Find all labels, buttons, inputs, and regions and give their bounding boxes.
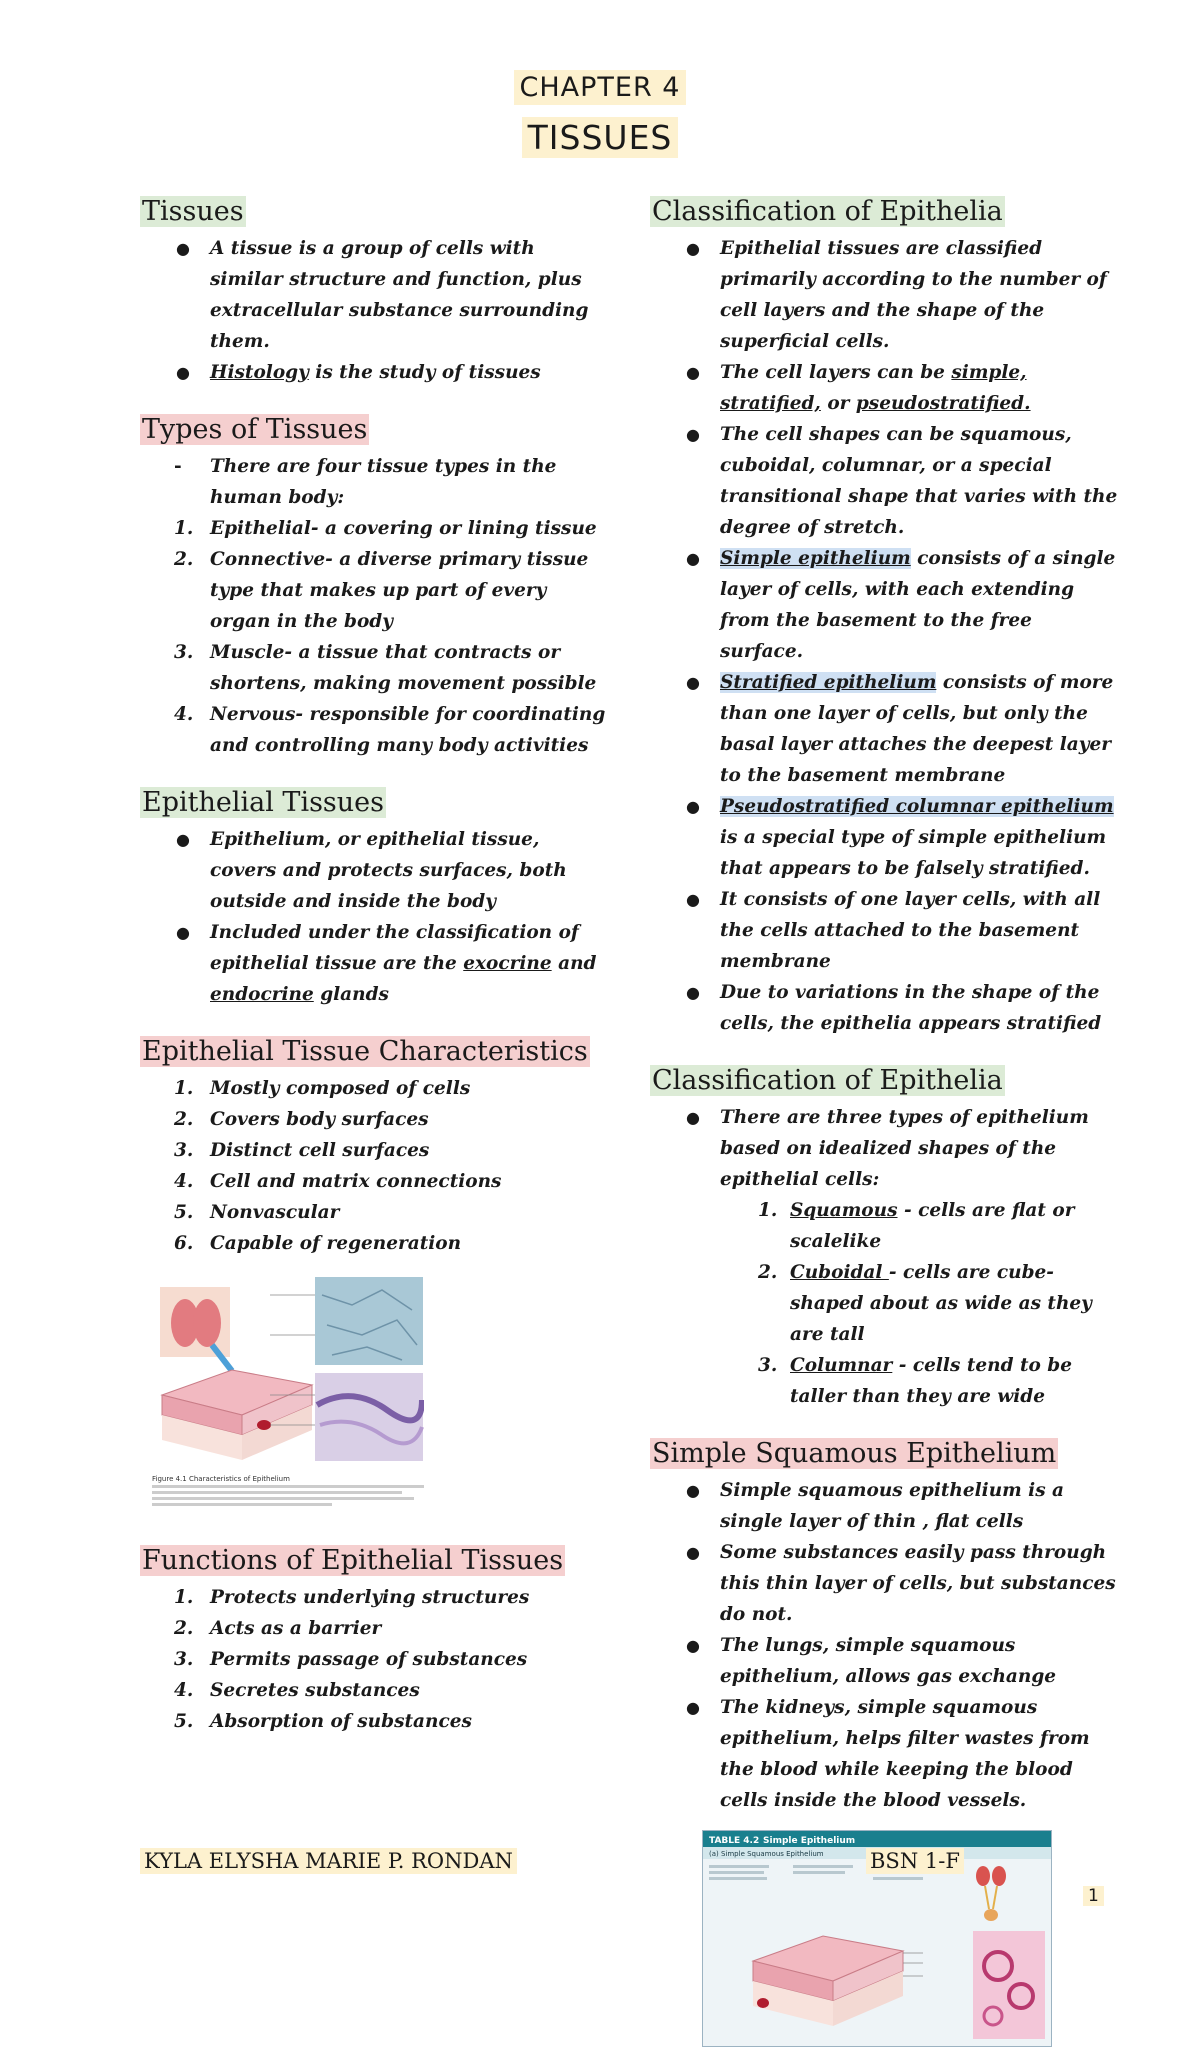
list-item: ● Epithelium, or epithelial tissue, covers and protects surfaces, both outside and inside the body <box>176 829 567 912</box>
list-item: ● Some substances easily pass through this thin layer of cells, but substances do not. <box>686 1542 1116 1625</box>
list-item: ● Stratified epithelium consists of more than one layer of cells, but only the basal layer attaches the deepest layer to the basement membrane <box>686 672 1114 786</box>
list-item: ● The cell shapes can be squamous, cuboidal, columnar, or a special transitional shape that varies with the degree of stretch. <box>686 424 1118 538</box>
section-tissues <box>140 196 610 388</box>
section-characteristics <box>140 1036 610 1259</box>
list-item: 4. Cell and matrix connections <box>174 1171 502 1192</box>
list-item: ● Simple squamous epithelium is a single layer of thin , flat cells <box>686 1480 1065 1532</box>
list-item: 4. Secretes substances <box>174 1680 420 1701</box>
list-item: 4. Nervous- responsible for coordinating and controlling many body activities <box>174 704 606 756</box>
list-item: 5. Nonvascular <box>174 1202 340 1223</box>
list-item: 3. Permits passage of substances <box>174 1649 528 1670</box>
list-item: ● A tissue is a group of cells with similar structure and function, plus extracellular substance surrounding them. <box>176 238 589 352</box>
list-item: 1. Mostly composed of cells <box>174 1078 471 1099</box>
heading-classification-2: Classification of Epithelia <box>652 1065 1003 1096</box>
chapter-title: TISSUES <box>522 117 679 158</box>
footer-author: KYLA ELYSHA MARIE P. RONDAN <box>140 1848 517 1874</box>
list-item: 3. Distinct cell surfaces <box>174 1140 430 1161</box>
epithelium-diagram <box>152 1275 424 1515</box>
table-row-label: (a) Simple Squamous Epithelium <box>709 1850 824 1858</box>
list-item: ● There are three types of epithelium based on idealized shapes of the epithelial cells: <box>686 1107 1089 1190</box>
heading-functions: Functions of Epithelial Tissues <box>142 1545 564 1576</box>
section-classification-1 <box>650 196 1120 1039</box>
table-title: TABLE 4.2 <box>709 1836 760 1846</box>
right-column <box>650 196 1120 2047</box>
heading-tissues: Tissues <box>142 196 244 227</box>
left-column <box>140 196 610 1763</box>
list-item: ● The kidneys, simple squamous epithelium, helps filter wastes from the blood while keeping the blood cells inside the blood vessels. <box>686 1697 1090 1811</box>
section-types-of-tissues <box>140 414 610 761</box>
page-number: 1 <box>1083 1886 1104 1906</box>
list-item: 1. Epithelial- a covering or lining tissue <box>174 518 597 539</box>
list-item: - There are four tissue types in the human body: <box>174 456 557 508</box>
list-item: 1. Protects underlying structures <box>174 1587 530 1608</box>
list-item: 2. Covers body surfaces <box>174 1109 429 1130</box>
section-classification-2 <box>650 1065 1120 1412</box>
footer-section: BSN 1-F <box>866 1848 964 1874</box>
list-item: 2. Acts as a barrier <box>174 1618 382 1639</box>
list-item: 5. Absorption of substances <box>174 1711 472 1732</box>
list-item: ● Included under the classification of epithelial tissue are the exocrine and endocrine glands <box>176 922 597 1005</box>
list-item: ● The cell layers can be simple, stratified, or pseudostratified. <box>686 362 1031 414</box>
table-subtitle: Simple Epithelium <box>763 1836 856 1846</box>
list-item: ● Pseudostratified columnar epithelium is a special type of simple epithelium that appears to be falsely stratified. <box>686 796 1114 879</box>
list-item: ● Simple epithelium consists of a single layer of cells, with each extending from the basement to the free surface. <box>686 548 1116 662</box>
list-item: 6. Capable of regeneration <box>174 1233 462 1254</box>
list-item: ● Due to variations in the shape of the cells, the epithelia appears stratified <box>686 982 1102 1034</box>
list-item: ● Histology is the study of tissues <box>176 362 541 383</box>
list-item: ● Epithelial tissues are classified primarily according to the number of cell layers and the shape of the superficial cells. <box>686 238 1107 352</box>
section-epithelial-tissues <box>140 787 610 1010</box>
list-item: ● The lungs, simple squamous epithelium, allows gas exchange <box>686 1635 1057 1687</box>
heading-simple-squamous: Simple Squamous Epithelium <box>652 1438 1057 1469</box>
list-item: 2. Cuboidal - cells are cube-shaped about as wide as they are tall <box>758 1262 1092 1345</box>
section-functions <box>140 1545 610 1737</box>
chapter-label: CHAPTER 4 <box>514 70 687 105</box>
list-item: 3. Columnar - cells tend to be taller than they are wide <box>758 1355 1072 1407</box>
epithelium-characteristics-figure <box>152 1275 424 1515</box>
section-simple-squamous <box>650 1438 1120 1816</box>
heading-epithelial-tissues: Epithelial Tissues <box>142 787 385 818</box>
figure-caption: Figure 4.1 Characteristics of Epithelium <box>152 1475 290 1483</box>
list-item: 1. Squamous - cells are flat or scalelike <box>758 1200 1075 1252</box>
page-header <box>0 70 1200 158</box>
list-item: 3. Muscle- a tissue that contracts or shortens, making movement possible <box>174 642 597 694</box>
heading-types-of-tissues: Types of Tissues <box>142 414 368 445</box>
heading-classification-1: Classification of Epithelia <box>652 196 1003 227</box>
list-item: 2. Connective- a diverse primary tissue type that makes up part of every organ in the body <box>174 549 589 632</box>
list-item: ● It consists of one layer cells, with all the cells attached to the basement membrane <box>686 889 1101 972</box>
heading-characteristics: Epithelial Tissue Characteristics <box>142 1036 588 1067</box>
